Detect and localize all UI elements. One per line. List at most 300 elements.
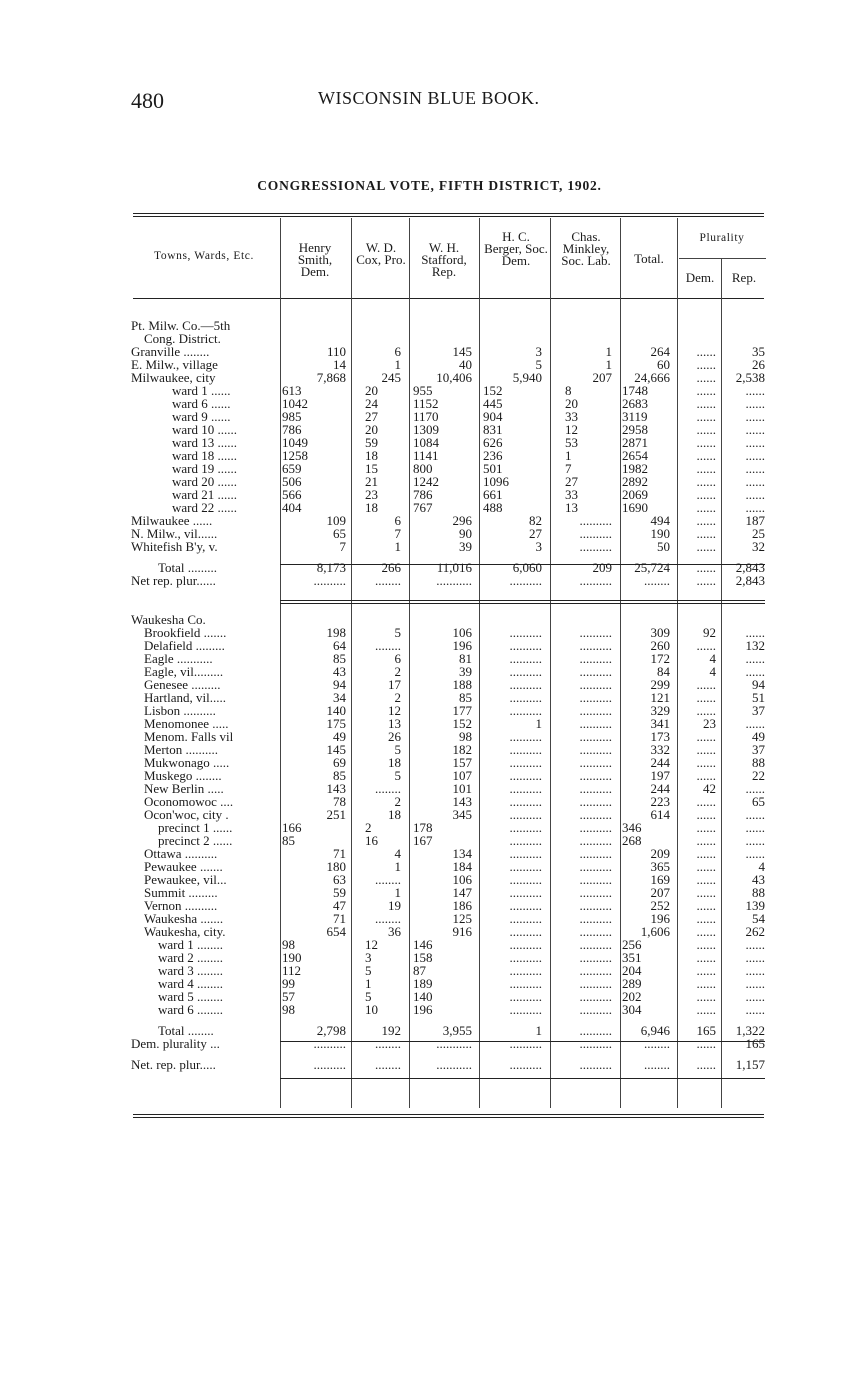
row-label: ward 1 ...... [172, 383, 231, 398]
cell-dem: ...... [696, 370, 716, 385]
cell-minkley: .......... [579, 755, 612, 770]
cell-minkley: .......... [579, 950, 612, 965]
cell-stafford: 87 [413, 963, 426, 978]
cell-rep: 49 [752, 729, 765, 744]
cell-rep: ...... [745, 833, 765, 848]
table-row [0, 540, 859, 553]
cell-stafford: 101 [452, 781, 472, 796]
cell-stafford: 158 [413, 950, 433, 965]
cell-berger: 236 [483, 448, 503, 463]
cell-rep: 1,322 [735, 1023, 765, 1038]
cell-total: 169 [650, 872, 670, 887]
cell-minkley: .......... [579, 768, 612, 783]
cell-smith: 190 [282, 950, 302, 965]
cell-dem: ...... [696, 911, 716, 926]
cell-cox: ........ [375, 1036, 401, 1051]
cell-rep: 139 [745, 898, 765, 913]
cell-rep: 51 [752, 690, 765, 705]
cell-minkley: 33 [565, 409, 578, 424]
cell-smith: 985 [282, 409, 302, 424]
cell-smith: 43 [333, 664, 346, 679]
row-label: precinct 2 ...... [158, 833, 233, 848]
cell-total: 2958 [622, 422, 648, 437]
header-berger: H. C. Berger, Soc. Dem. [484, 229, 548, 268]
table-row [0, 743, 859, 756]
cell-rep: 88 [752, 755, 765, 770]
cell-stafford: 189 [413, 976, 433, 991]
cell-rep: ...... [745, 1002, 765, 1017]
cell-berger: .......... [509, 846, 542, 861]
cell-cox: 24 [365, 396, 378, 411]
cell-berger: .......... [509, 963, 542, 978]
row-label: precinct 1 ...... [158, 820, 233, 835]
cell-rep: 165 [745, 1036, 765, 1051]
cell-cox: ........ [375, 872, 401, 887]
cell-berger: .......... [509, 781, 542, 796]
cell-dem: ...... [696, 560, 716, 575]
cell-total: 2654 [622, 448, 648, 463]
cell-cox: 2 [394, 664, 401, 679]
cell-berger: .......... [509, 573, 542, 588]
cell-stafford: 177 [452, 703, 472, 718]
cell-rep: ...... [745, 409, 765, 424]
cell-dem: 4 [709, 651, 716, 666]
cell-stafford: 90 [459, 526, 472, 541]
cell-berger: .......... [509, 703, 542, 718]
cell-cox: 1 [394, 859, 401, 874]
cell-rep: ...... [745, 950, 765, 965]
cell-smith: 140 [326, 703, 346, 718]
cell-smith: 78 [333, 794, 346, 809]
table-row [0, 501, 859, 514]
header-plurality-dem: Dem. [685, 270, 715, 285]
cell-cox: 27 [365, 409, 378, 424]
cell-dem: ...... [696, 742, 716, 757]
cell-berger: .......... [509, 690, 542, 705]
cell-stafford: 10,406 [436, 370, 472, 385]
cell-stafford: 767 [413, 500, 433, 515]
cell-smith: 8,173 [316, 560, 346, 575]
cell-dem: ...... [696, 729, 716, 744]
table-row [0, 782, 859, 795]
cell-total: 1982 [622, 461, 648, 476]
header-plurality-rep: Rep. [731, 270, 757, 285]
row-label: N. Milw., vil...... [131, 526, 218, 541]
cell-rep: 65 [752, 794, 765, 809]
table-row [0, 717, 859, 730]
cell-cox: 17 [388, 677, 401, 692]
row-label: Hartland, vil..... [144, 690, 226, 705]
cell-berger: .......... [509, 768, 542, 783]
cell-smith: 57 [282, 989, 295, 1004]
cell-minkley: .......... [579, 1002, 612, 1017]
row-label: Menomonee ..... [144, 716, 229, 731]
cell-rep: 4 [758, 859, 765, 874]
cell-cox: 245 [381, 370, 401, 385]
cell-minkley: .......... [579, 625, 612, 640]
table-title: CONGRESSIONAL VOTE, FIFTH DISTRICT, 1902. [257, 178, 602, 193]
cell-dem: ...... [696, 435, 716, 450]
cell-dem: ...... [696, 526, 716, 541]
cell-smith: 49 [333, 729, 346, 744]
cell-total: 173 [650, 729, 670, 744]
cell-total: 260 [650, 638, 670, 653]
cell-cox: 18 [365, 500, 378, 515]
cell-cox: 3 [365, 950, 372, 965]
cell-stafford: 1242 [413, 474, 439, 489]
cell-dem: ...... [696, 422, 716, 437]
cell-total: ........ [644, 1036, 670, 1051]
row-label: Delafield ......... [144, 638, 225, 653]
cell-dem: ...... [696, 755, 716, 770]
cell-minkley: 1 [565, 448, 572, 463]
cell-dem: ...... [696, 513, 716, 528]
cell-smith: 143 [326, 781, 346, 796]
cell-dem: ...... [696, 448, 716, 463]
cell-smith: 654 [326, 924, 346, 939]
cell-stafford: 106 [452, 872, 472, 887]
cell-minkley: .......... [579, 846, 612, 861]
cell-rep: 2,843 [735, 573, 765, 588]
row-label: Muskego ........ [144, 768, 222, 783]
cell-stafford: 182 [452, 742, 472, 757]
cell-rep: ...... [745, 781, 765, 796]
row-label: Dem. plurality ... [131, 1036, 220, 1051]
cell-minkley: .......... [579, 526, 612, 541]
cell-minkley: 20 [565, 396, 578, 411]
cell-dem: ...... [696, 409, 716, 424]
cell-rep: ...... [745, 500, 765, 515]
cell-smith: 71 [333, 846, 346, 861]
cell-cox: 18 [388, 755, 401, 770]
cell-smith: 63 [333, 872, 346, 887]
cell-smith: 99 [282, 976, 295, 991]
cell-smith: 7 [339, 539, 346, 554]
cell-dem: ...... [696, 807, 716, 822]
cell-rep: ...... [745, 651, 765, 666]
cell-minkley: .......... [579, 963, 612, 978]
cell-stafford: ........... [436, 573, 472, 588]
cell-dem: 42 [703, 781, 716, 796]
cell-stafford: 134 [452, 846, 472, 861]
cell-cox: 36 [388, 924, 401, 939]
cell-berger: 5 [535, 357, 542, 372]
cell-smith: 64 [333, 638, 346, 653]
row-label: Granville ........ [131, 344, 210, 359]
cell-total: 1,606 [640, 924, 670, 939]
cell-berger: 82 [529, 513, 542, 528]
cell-smith: 404 [282, 500, 302, 515]
cell-stafford: 186 [452, 898, 472, 913]
cell-stafford: 296 [452, 513, 472, 528]
row-label: Lisbon .......... [144, 703, 216, 718]
cell-smith: 85 [333, 651, 346, 666]
table-row [0, 613, 859, 626]
header-cox: W. D. Cox, Pro. [356, 240, 406, 267]
cell-rep: 22 [752, 768, 765, 783]
table-row [0, 847, 859, 860]
cell-stafford: 125 [452, 911, 472, 926]
cell-smith: .......... [313, 1057, 346, 1072]
cell-cox: 19 [388, 898, 401, 913]
cell-cox: 18 [388, 807, 401, 822]
cell-dem: ...... [696, 820, 716, 835]
cell-total: 341 [650, 716, 670, 731]
cell-berger: 27 [529, 526, 542, 541]
cell-smith: 85 [282, 833, 295, 848]
cell-smith: 110 [326, 344, 346, 359]
cell-berger: 152 [483, 383, 503, 398]
cell-berger: 661 [483, 487, 503, 502]
cell-cox: 21 [365, 474, 378, 489]
cell-rep: ...... [745, 820, 765, 835]
cell-stafford: 39 [459, 664, 472, 679]
row-label: Waukesha ....... [144, 911, 224, 926]
cell-smith: 175 [326, 716, 346, 731]
cell-stafford: 1141 [413, 448, 439, 463]
page-number: 480 [131, 88, 164, 113]
cell-minkley: .......... [579, 513, 612, 528]
cell-berger: .......... [509, 625, 542, 640]
cell-total: 190 [650, 526, 670, 541]
header-stafford: W. H. Stafford, Rep. [421, 240, 467, 279]
cell-berger: .......... [509, 755, 542, 770]
cell-minkley: .......... [579, 742, 612, 757]
cell-stafford: 800 [413, 461, 433, 476]
cell-rep: ...... [745, 422, 765, 437]
cell-cox: 5 [394, 625, 401, 640]
table-row [0, 652, 859, 665]
table-row [0, 678, 859, 691]
cell-total: 121 [650, 690, 670, 705]
cell-cox: 13 [388, 716, 401, 731]
cell-stafford: 157 [452, 755, 472, 770]
row-label: Menom. Falls vil [144, 729, 234, 744]
cell-rep: ...... [745, 664, 765, 679]
table-row [0, 1003, 859, 1016]
cell-cox: 1 [394, 885, 401, 900]
row-label: Milwaukee ...... [131, 513, 213, 528]
cell-minkley: 12 [565, 422, 578, 437]
cell-berger: 831 [483, 422, 503, 437]
row-label: Oconomowoc .... [144, 794, 234, 809]
cell-rep: ...... [745, 487, 765, 502]
cell-total: 289 [622, 976, 642, 991]
cell-rep: 37 [752, 742, 765, 757]
cell-rep: ...... [745, 937, 765, 952]
cell-cox: 16 [365, 833, 378, 848]
cell-rep: 2,538 [735, 370, 765, 385]
cell-cox: 2 [365, 820, 372, 835]
cell-total: 244 [650, 755, 670, 770]
cell-total: 304 [622, 1002, 642, 1017]
cell-dem: ...... [696, 539, 716, 554]
cell-rep: 187 [745, 513, 765, 528]
cell-rep: 94 [752, 677, 765, 692]
cell-cox: ........ [375, 781, 401, 796]
cell-stafford: 1170 [413, 409, 439, 424]
cell-cox: 2 [394, 794, 401, 809]
cell-rep: ...... [745, 435, 765, 450]
cell-total: 209 [650, 846, 670, 861]
cell-cox: 59 [365, 435, 378, 450]
cell-dem: ...... [696, 383, 716, 398]
cell-stafford: 147 [452, 885, 472, 900]
cell-smith: 566 [282, 487, 302, 502]
cell-cox: 1 [394, 357, 401, 372]
row-label: New Berlin ..... [144, 781, 224, 796]
cell-minkley: .......... [579, 989, 612, 1004]
cell-cox: ........ [375, 911, 401, 926]
cell-smith: 14 [333, 357, 346, 372]
cell-total: 50 [657, 539, 670, 554]
table-row [0, 951, 859, 964]
cell-smith: 47 [333, 898, 346, 913]
cell-minkley: .......... [579, 1057, 612, 1072]
cell-berger: 445 [483, 396, 503, 411]
cell-stafford: 40 [459, 357, 472, 372]
cell-minkley: 7 [565, 461, 572, 476]
cell-cox: 10 [365, 1002, 378, 1017]
cell-minkley: 209 [592, 560, 612, 575]
cell-dem: ...... [696, 846, 716, 861]
cell-stafford: 916 [452, 924, 472, 939]
cell-minkley: .......... [579, 573, 612, 588]
cell-total: 1748 [622, 383, 648, 398]
cell-total: 3119 [622, 409, 648, 424]
cell-smith: 1258 [282, 448, 308, 463]
row-label: Ocon'woc, city . [144, 807, 229, 822]
cell-minkley: .......... [579, 690, 612, 705]
table-row [0, 527, 859, 540]
cell-berger: .......... [509, 794, 542, 809]
cell-dem: ...... [696, 474, 716, 489]
cell-dem: ...... [696, 573, 716, 588]
cell-cox: 20 [365, 422, 378, 437]
cell-rep: 2,843 [735, 560, 765, 575]
cell-stafford: 98 [459, 729, 472, 744]
cell-dem: ...... [696, 487, 716, 502]
cell-berger: .......... [509, 989, 542, 1004]
header-minkley: Chas. Minkley, Soc. Lab. [561, 229, 611, 268]
cell-smith: 98 [282, 1002, 295, 1017]
table-row [0, 860, 859, 873]
row-label: ward 1 ........ [158, 937, 223, 952]
cell-rep: ...... [745, 474, 765, 489]
cell-berger: .......... [509, 807, 542, 822]
cell-smith: 180 [326, 859, 346, 874]
cell-berger: 3 [535, 344, 542, 359]
cell-total: 207 [650, 885, 670, 900]
cell-dem: ...... [696, 794, 716, 809]
cell-stafford: 107 [452, 768, 472, 783]
cell-cox: 5 [394, 768, 401, 783]
cell-smith: 34 [333, 690, 346, 705]
cell-total: ........ [644, 573, 670, 588]
row-label: Eagle ........... [144, 651, 213, 666]
cell-berger: .......... [509, 859, 542, 874]
cell-rep: 37 [752, 703, 765, 718]
cell-total: 351 [622, 950, 642, 965]
cell-berger: .......... [509, 1002, 542, 1017]
cell-minkley: .......... [579, 539, 612, 554]
cell-minkley: .......... [579, 664, 612, 679]
row-label: Vernon .......... [144, 898, 218, 913]
cell-minkley: .......... [579, 911, 612, 926]
row-label: ward 19 ...... [172, 461, 237, 476]
cell-smith: 198 [326, 625, 346, 640]
cell-minkley: .......... [579, 807, 612, 822]
row-label: Net rep. plur...... [131, 573, 216, 588]
cell-berger: .......... [509, 937, 542, 952]
cell-dem: ...... [696, 357, 716, 372]
cell-rep: ...... [745, 989, 765, 1004]
row-label: Total ......... [158, 560, 218, 575]
table-row [0, 756, 859, 769]
cell-minkley: .......... [579, 781, 612, 796]
cell-smith: 2,798 [316, 1023, 346, 1038]
cell-smith: .......... [313, 573, 346, 588]
row-label: Merton .......... [144, 742, 219, 757]
header-plurality: Plurality [699, 232, 745, 244]
cell-dem: 92 [703, 625, 716, 640]
cell-cox: 4 [394, 846, 401, 861]
cell-stafford: 196 [413, 1002, 433, 1017]
cell-total: 309 [650, 625, 670, 640]
cell-dem: ...... [696, 924, 716, 939]
cell-stafford: 152 [452, 716, 472, 731]
cell-smith: 1042 [282, 396, 308, 411]
cell-cox: ........ [375, 573, 401, 588]
cell-smith: 1049 [282, 435, 308, 450]
row-label: Net. rep. plur..... [131, 1057, 216, 1072]
table-row [0, 626, 859, 639]
cell-cox: 12 [388, 703, 401, 718]
cell-cox: 5 [365, 989, 372, 1004]
cell-rep: ...... [745, 963, 765, 978]
cell-stafford: 184 [452, 859, 472, 874]
table-row [0, 886, 859, 899]
cell-total: 202 [622, 989, 642, 1004]
cell-stafford: 3,955 [442, 1023, 472, 1038]
cell-smith: 659 [282, 461, 302, 476]
row-label: Ottawa .......... [144, 846, 218, 861]
cell-berger: .......... [509, 820, 542, 835]
table-row [0, 1037, 859, 1050]
cell-cox: 26 [388, 729, 401, 744]
cell-minkley: .......... [579, 703, 612, 718]
cell-total: 204 [622, 963, 642, 978]
cell-minkley: .......... [579, 794, 612, 809]
cell-dem: ...... [696, 898, 716, 913]
cell-stafford: 1309 [413, 422, 439, 437]
cell-total: 365 [650, 859, 670, 874]
header-total: Total. [634, 251, 664, 266]
cell-stafford: ........... [436, 1057, 472, 1072]
cell-stafford: 1152 [413, 396, 439, 411]
cell-rep: ...... [745, 396, 765, 411]
cell-smith: 85 [333, 768, 346, 783]
cell-minkley: .......... [579, 898, 612, 913]
cell-minkley: .......... [579, 716, 612, 731]
cell-rep: 43 [752, 872, 765, 887]
cell-minkley: .......... [579, 1036, 612, 1051]
cell-berger: .......... [509, 872, 542, 887]
row-label: Genesee ......... [144, 677, 221, 692]
cell-stafford: 786 [413, 487, 433, 502]
cell-stafford: 178 [413, 820, 433, 835]
cell-total: 329 [650, 703, 670, 718]
